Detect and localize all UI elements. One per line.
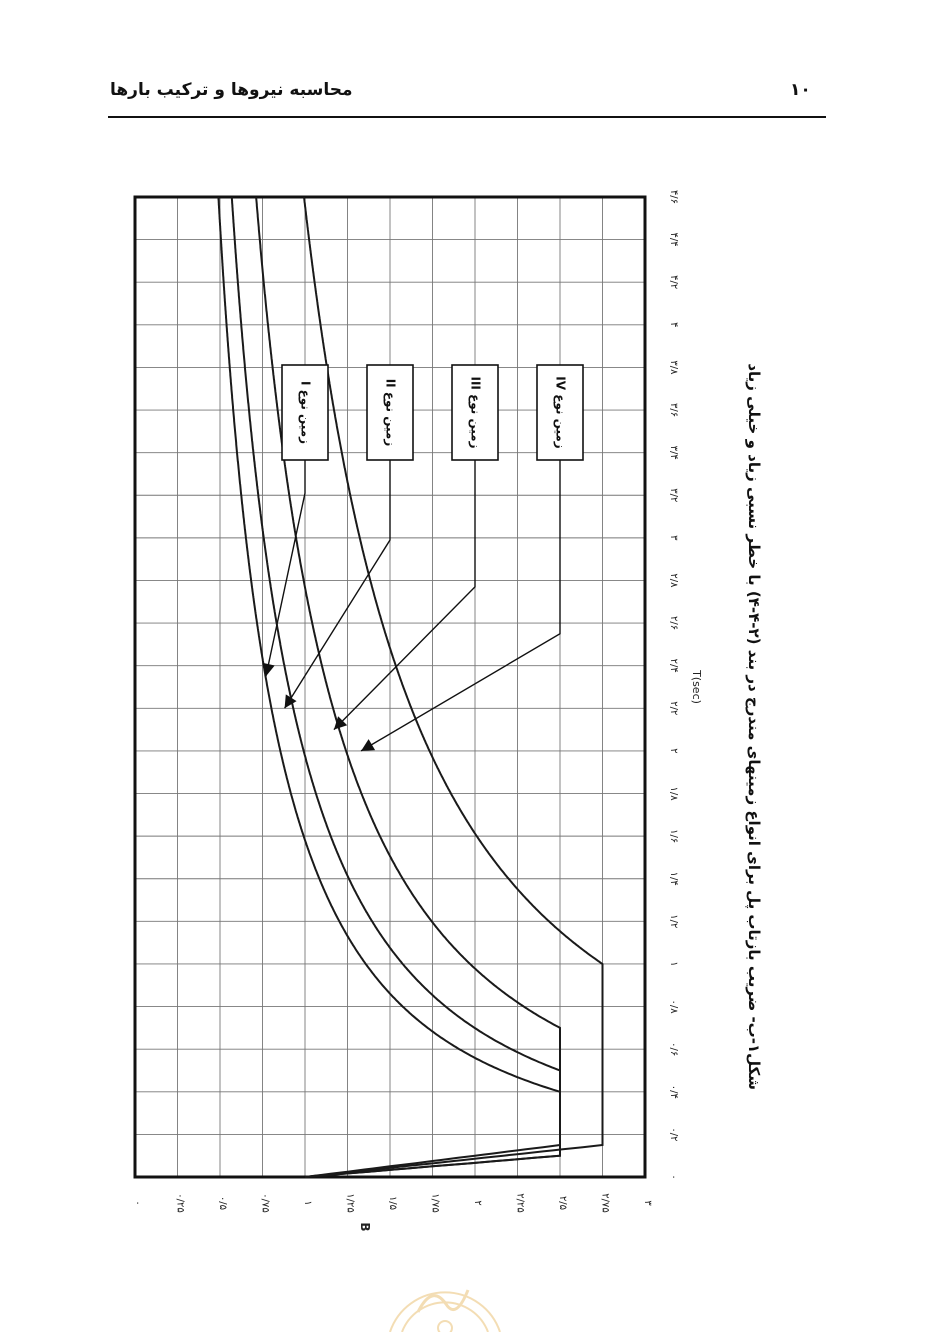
legend-label: زمین نوع IV <box>553 376 568 449</box>
legend-label: زمین نوع I <box>298 380 313 445</box>
legend-label: زمین نوع II <box>383 378 398 447</box>
y-tick-label: ۱/۲۵ <box>344 1193 356 1213</box>
y-tick-label: ۲/۵ <box>557 1195 568 1211</box>
leader-line <box>285 460 390 708</box>
series-line <box>232 197 560 1177</box>
y-tick-label: ۳ <box>642 1200 653 1206</box>
x-tick-label: ۰/۴ <box>668 1084 679 1099</box>
x-tick-label: ۲/۸ <box>668 573 679 588</box>
x-tick-label: ۱/۸ <box>668 786 679 801</box>
x-tick-label: ۰/۸ <box>668 999 679 1014</box>
x-tick-label: ۰/۲ <box>668 1127 679 1142</box>
y-tick-label: ۲/۲۵ <box>514 1193 526 1213</box>
page-number: ۱۰ <box>790 80 811 100</box>
legend-label: زمین نوع III <box>468 376 483 449</box>
x-tick-label: ۲/۴ <box>668 658 679 673</box>
x-tick-label: ۱/۲ <box>668 914 679 929</box>
y-tick-label: ۲/۷۵ <box>599 1193 611 1213</box>
x-tick-label: ۴ <box>668 322 679 328</box>
response-spectrum-chart <box>70 165 750 1245</box>
x-tick-label: ۳/۸ <box>668 360 679 375</box>
series-line <box>304 197 603 1177</box>
y-tick-label: ۲ <box>472 1200 483 1206</box>
x-tick-label: ۲/۶ <box>668 616 679 631</box>
header-rule <box>108 116 826 118</box>
x-tick-label: ۳/۲ <box>668 488 679 503</box>
y-tick-label: ۰/۷۵ <box>259 1193 271 1213</box>
leader-line <box>361 460 560 751</box>
x-tick-label: ۴/۴ <box>668 232 679 247</box>
x-tick-label: ۱/۶ <box>668 829 679 844</box>
x-tick-label: ۴/۶ <box>668 189 679 205</box>
series-line <box>256 197 560 1177</box>
x-tick-label: ۲/۲ <box>668 701 679 716</box>
x-tick-label: ۳ <box>668 535 679 541</box>
page-title: محاسبه نیروها و ترکیب بارها <box>110 80 353 100</box>
y-tick-label: ۰ <box>132 1200 143 1206</box>
x-tick-label: ۱ <box>668 961 679 967</box>
y-tick-label: ۰/۲۵ <box>174 1193 186 1213</box>
y-tick-label: ۱ <box>302 1200 313 1206</box>
y-axis-label: B <box>358 1222 373 1232</box>
publisher-watermark-logo <box>380 1240 510 1332</box>
x-tick-label: ۳/۴ <box>668 445 679 460</box>
x-tick-label: ۳/۶ <box>668 402 679 418</box>
arrowhead-marker <box>262 663 274 677</box>
x-tick-label: ۱/۴ <box>668 871 679 886</box>
y-tick-label: ۰/۵ <box>217 1195 228 1211</box>
x-tick-label: ۰ <box>668 1174 679 1180</box>
figure-caption: شکل۱-ب- ضریب بازتاب پل برای انواع زمینهای مندرج در بند (۲-۴-۴) با خطر نسبی زیاد و خیلی زیاد <box>745 363 763 1090</box>
arrowhead-marker <box>361 739 375 751</box>
y-tick-label: ۱/۷۵ <box>429 1193 441 1213</box>
x-tick-label: ۴/۲ <box>668 275 679 290</box>
x-tick-label: ۲ <box>668 748 679 754</box>
x-axis-label: T(sec) <box>690 670 703 704</box>
y-tick-label: ۱/۵ <box>387 1195 398 1211</box>
leader-line <box>266 460 305 676</box>
x-tick-label: ۰/۶ <box>668 1042 679 1057</box>
